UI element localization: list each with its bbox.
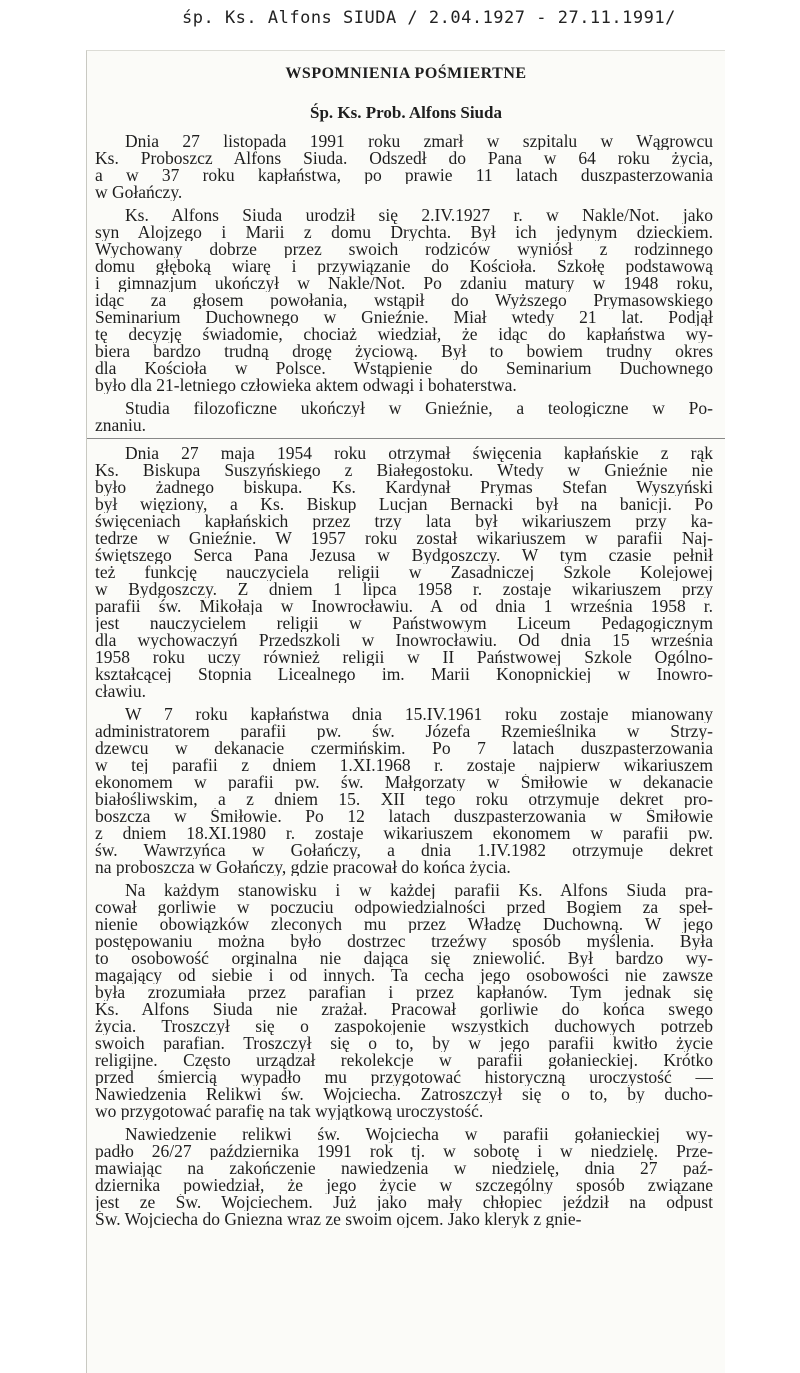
paragraph-line: życia. Troszczył się o zaspokojenie wszystkich duchowych potrzeb — [95, 1018, 713, 1035]
article-paragraph — [87, 706, 725, 876]
paragraph-line: padło 26/27 października 1991 rok tj. w sobotę i w niedzielę. Prze- — [95, 1143, 713, 1160]
paragraph-line: w tej parafii z dniem 1.XI.1968 r. zostaje najpierw wikariuszem — [95, 757, 713, 774]
paragraph-line: dzewcu w dekanacie czermińskim. Po 7 latach duszpasterzowania — [95, 740, 713, 757]
paragraph-line: nienie obowiązków zleconych mu przez Władzę Duchowną. W jego — [95, 916, 713, 933]
article-paragraph — [87, 1126, 725, 1228]
article-paragraph — [87, 445, 725, 700]
paragraph-line: magający od siebie i od innych. Ta cecha jego osobowości nie zawsze — [95, 967, 713, 984]
column-divider — [87, 438, 725, 439]
paragraph-line: Nawiedzenie relikwi św. Wojciecha w parafii gołanieckiej wy- — [125, 1126, 713, 1143]
paragraph-line: białośliwskim, a z dniem 15. XII tego roku otrzymuje dekret pro- — [95, 791, 713, 808]
paragraph-line: Ks. Alfons Siuda nie zrażał. Pracował gorliwie do końca swego — [95, 1001, 713, 1018]
paragraph-line: była zrozumiała przez parafian i przez kapłanów. Tym jednak się — [95, 984, 713, 1001]
paragraph-line: tę decyzję świadomie, chociaż wiedział, że idąc do kapłaństwa wy- — [95, 326, 713, 343]
paragraph-line: jest ze Św. Wojciechem. Już jako mały chłopiec jeździł na odpust — [95, 1194, 713, 1211]
paragraph-line: Ks. Proboszcz Alfons Siuda. Odszedł do Pana w 64 roku życia, — [95, 150, 713, 167]
clipping-body — [87, 133, 725, 1228]
article-paragraph — [87, 133, 725, 201]
paragraph-line: Seminarium Duchownego w Gnieźnie. Miał wtedy 21 lat. Podjął — [95, 309, 713, 326]
paragraph-line: boszcza w Śmiłowie. Po 12 latach duszpasterzowania w Śmiłowie — [95, 808, 713, 825]
paragraph-line: Wychowany dobrze przez swoich rodziców wyniósł z rodzinnego — [95, 241, 713, 258]
paragraph-line: z dniem 18.XI.1980 r. zostaje wikariuszem ekonomem w parafii pw. — [95, 825, 713, 842]
paragraph-line: w Gołańczy. — [95, 184, 183, 201]
paragraph-line: na proboszcza w Gołańczy, gdzie pracował do końca życia. — [95, 859, 511, 876]
paragraph-line: Dnia 27 maja 1954 roku otrzymał święcenia kapłańskie z rąk — [125, 445, 713, 462]
paragraph-line: święceniach kapłańskich przez trzy lata był wikariuszem przy ka- — [95, 513, 713, 530]
paragraph-line: św. Wawrzyńca w Gołańczy, a dnia 1.IV.1982 otrzymuje dekret — [95, 842, 713, 859]
typed-header-note: śp. Ks. Alfons SIUDA / 2.04.1927 - 27.11.1991/ — [182, 8, 676, 28]
paragraph-line: administratorem parafii pw. św. Józefa Rzemieślnika w Strzy- — [95, 723, 713, 740]
paragraph-line: to osobowość orginalna nie dająca się zniewolić. Był bardzo wy- — [95, 950, 713, 967]
paragraph-line: świętszego Serca Pana Jezusa w Bydgoszczy. W tym czasie pełnił — [95, 547, 713, 564]
paragraph-line: dziernika powiedział, że jego życie w szczególny sposób związane — [95, 1177, 713, 1194]
paragraph-line: dla Kościoła w Polsce. Wstąpienie do Seminarium Duchownego — [95, 360, 713, 377]
paragraph-line: Ks. Biskupa Suszyńskiego z Białegostoku. Wtedy w Gnieźnie nie — [95, 462, 713, 479]
paragraph-line: Na każdym stanowisku i w każdej parafii Ks. Alfons Siuda pra- — [125, 882, 713, 899]
paragraph-line: parafii św. Mikołaja w Inowrocławiu. A od dnia 1 września 1958 r. — [95, 598, 713, 615]
paragraph-line: syn Alojzego i Marii z domu Drychta. Był ich jedynym dzieckiem. — [95, 224, 713, 241]
paragraph-line: swoich parafian. Troszczył się o to, by w jego parafii kwitło życie — [95, 1035, 713, 1052]
article-paragraph — [87, 207, 725, 394]
clipping-title: WSPOMNIENIA POŚMIERTNE — [285, 65, 527, 82]
paragraph-line: znaniu. — [95, 417, 147, 434]
paragraph-line: dla wychowaczyń Przedszkoli w Inowrocławiu. Od dnia 15 września — [95, 632, 713, 649]
paragraph-line: mawiając na zakończenie nawiedzenia w niedzielę, dnia 27 paź- — [95, 1160, 713, 1177]
paragraph-line: Ks. Alfons Siuda urodził się 2.IV.1927 r. w Nakle/Not. jako — [125, 207, 713, 224]
paragraph-line: biera bardzo trudną drogę życiową. Był to bowiem trudny okres — [95, 343, 713, 360]
paragraph-line: 1958 roku uczy również religii w II Państwowej Szkole Ogólno- — [95, 649, 713, 666]
paragraph-line: było dla 21-letniego człowieka aktem odwagi i bohaterstwa. — [95, 377, 517, 394]
paragraph-line: Nawiedzenia Relikwi św. Wojciecha. Zatroszczył się o to, by ducho- — [95, 1086, 713, 1103]
paragraph-line: przed śmiercią wypadło mu przygotować historyczną uroczystość — — [95, 1069, 713, 1086]
clipping-subtitle: Śp. Ks. Prob. Alfons Siuda — [310, 103, 502, 122]
paragraph-line: religijne. Często urządzał rekolekcje w parafii gołanieckiej. Krótko — [95, 1052, 713, 1069]
paragraph-line: postępowaniu można było dostrzec trzeźwy sposób myślenia. Była — [95, 933, 713, 950]
paragraph-line: W 7 roku kapłaństwa dnia 15.IV.1961 roku zostaje mianowany — [125, 706, 713, 723]
paragraph-line: wo przygotować parafię na tak wyjątkową uroczystość. — [95, 1103, 484, 1120]
paragraph-line: w Bydgoszczy. Z dniem 1 lipca 1958 r. zostaje wikariuszem przy — [95, 581, 713, 598]
article-paragraph — [87, 882, 725, 1120]
paragraph-line: idąc za głosem powołania, wstąpił do Wyższego Prymasowskiego — [95, 292, 713, 309]
paragraph-line: było żadnego biskupa. Ks. Kardynał Prymas Stefan Wyszyński — [95, 479, 713, 496]
paragraph-line: domu głęboką wiarę i przywiązanie do Kościoła. Szkołę podstawową — [95, 258, 713, 275]
article-paragraph — [87, 400, 725, 434]
newspaper-clipping — [86, 50, 725, 1373]
paragraph-line: Dnia 27 listopada 1991 roku zmarł w szpitalu w Wągrowcu — [125, 133, 713, 150]
paragraph-line: tedrze w Gnieźnie. W 1957 roku został wikariuszem w parafii Naj- — [95, 530, 713, 547]
paragraph-line: cował gorliwie w poczuciu odpowiedzialności przed Bogiem za speł- — [95, 899, 713, 916]
paragraph-line: ekonomem w parafii pw. św. Małgorzaty w Śmiłowie w dekanacie — [95, 774, 713, 791]
paragraph-line: Studia filozoficzne ukończył w Gnieźnie, a teologiczne w Po- — [125, 400, 713, 417]
paragraph-line: był więziony, a Ks. Biskup Lucjan Bernacki był na banicji. Po — [95, 496, 713, 513]
paragraph-line: kształcącej Stopnia Licealnego im. Marii Konopnickiej w Inowro- — [95, 666, 713, 683]
paragraph-line: też funkcję nauczyciela religii w Zasadniczej Szkole Kolejowej — [95, 564, 713, 581]
paragraph-line: Św. Wojciecha do Gniezna wraz ze swoim ojcem. Jako kleryk z gnie- — [95, 1211, 582, 1228]
paragraph-line: cławiu. — [95, 683, 147, 700]
paragraph-line: a w 37 roku kapłaństwa, po prawie 11 latach duszpasterzowania — [95, 167, 713, 184]
paragraph-line: i gimnazjum ukończył w Nakle/Not. Po zdaniu matury w 1948 roku, — [95, 275, 713, 292]
paragraph-line: jest nauczycielem religii w Państwowym Liceum Pedagogicznym — [95, 615, 713, 632]
